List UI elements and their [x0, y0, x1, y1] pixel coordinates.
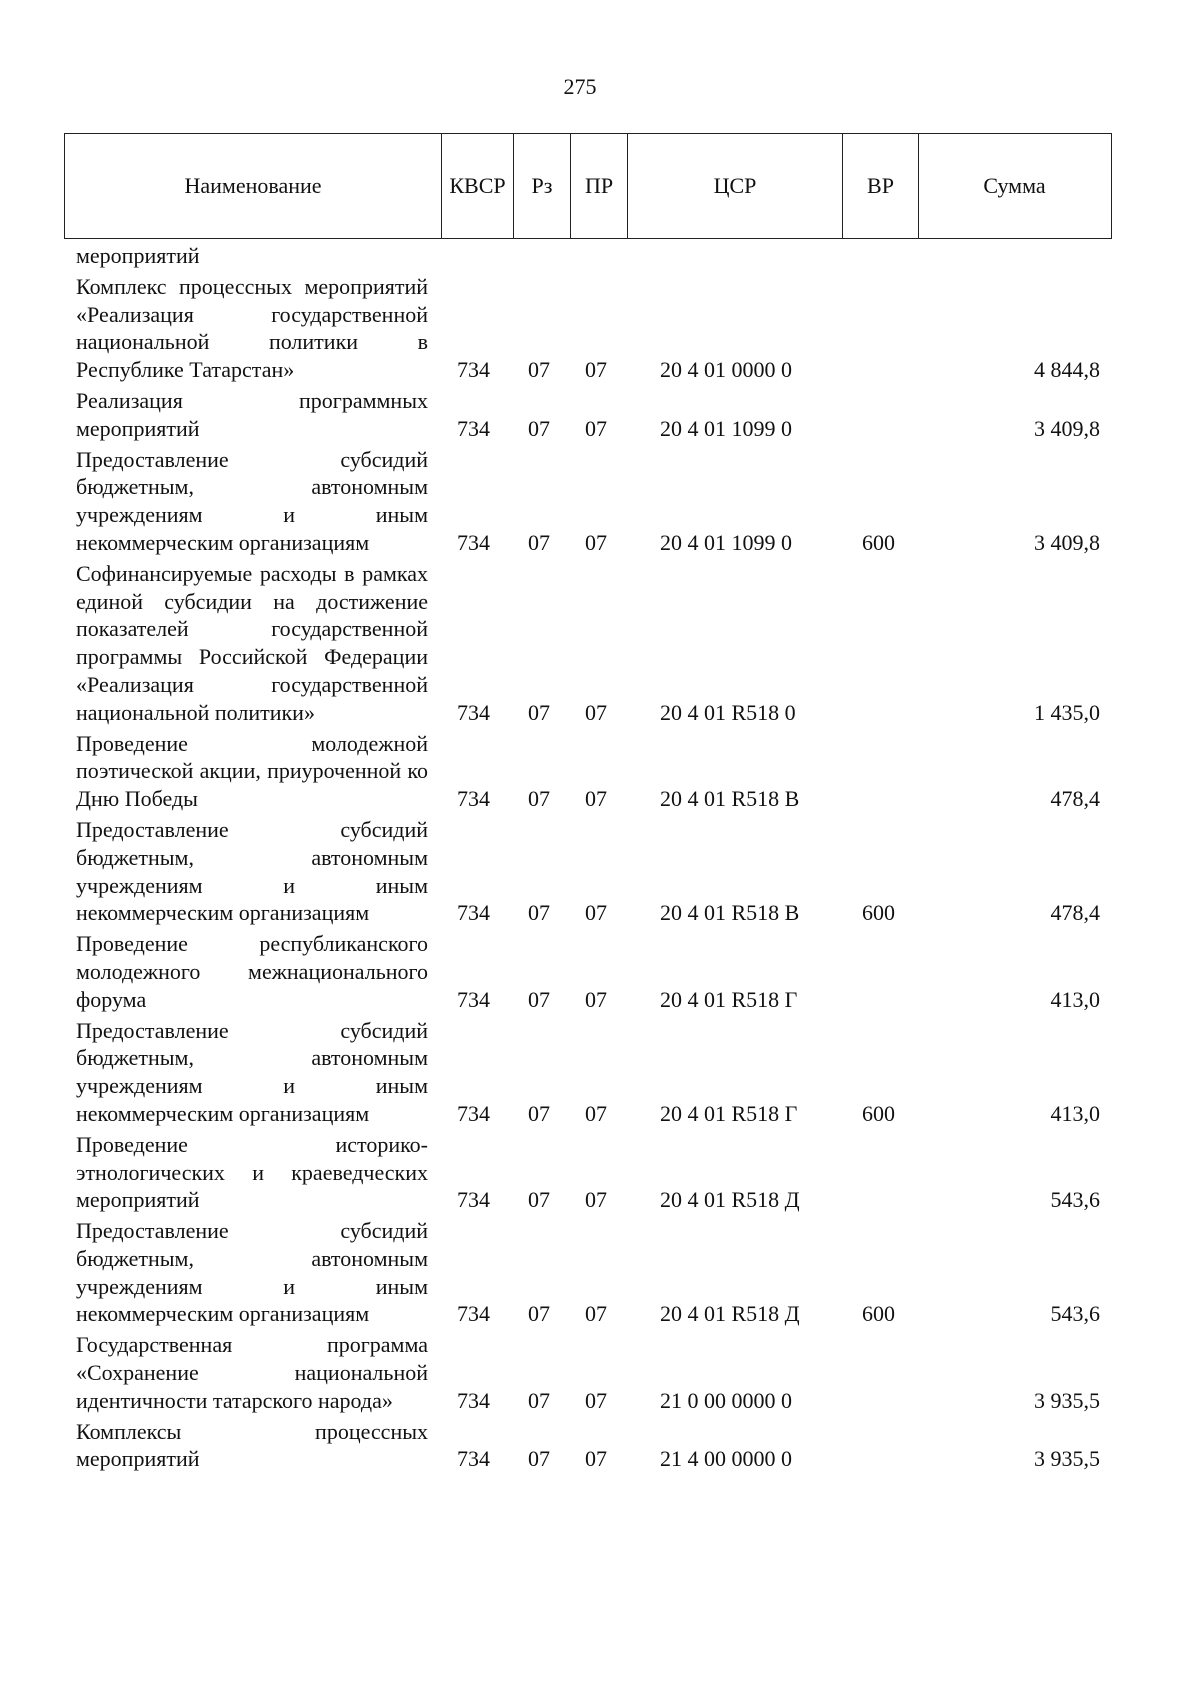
- table-row: [0, 446, 1200, 557]
- row-name: Предоставление субсидий бюджетным, автономным учреждениям и иным некоммерческим организациям: [76, 1218, 428, 1327]
- row-kvsr: 734: [457, 1301, 490, 1327]
- header-csr: ЦСР: [627, 134, 842, 238]
- row-name: Предоставление субсидий бюджетным, автономным учреждениям и иным некоммерческим организациям: [76, 816, 428, 926]
- row-name: Проведение молодежной поэтической акции, приуроченной ко Дню Победы: [76, 730, 428, 812]
- row-sum: 4 844,8: [1034, 357, 1100, 383]
- row-csr: 20 4 01 R518 Г: [660, 986, 798, 1012]
- row-kvsr: 734: [457, 699, 490, 725]
- row-name: Государственная программа «Сохранение национальной идентичности татарского народа»: [76, 1332, 428, 1413]
- row-rz: 07: [528, 900, 550, 926]
- row-csr: 20 4 01 1099 0: [660, 415, 792, 441]
- row-name: Проведение республиканского молодежного межнационального форума: [76, 931, 428, 1012]
- row-name: Комплексы процессных мероприятий: [76, 1418, 428, 1472]
- header-vr: ВР: [842, 134, 918, 238]
- row-rz: 07: [528, 786, 550, 812]
- header-name: Наименование: [184, 173, 322, 198]
- row-kvsr: 734: [457, 1387, 490, 1413]
- row-rz: 07: [528, 529, 550, 555]
- table-body: [0, 242, 1200, 1473]
- row-pr: 07: [585, 357, 607, 383]
- row-sum: 3 409,8: [1034, 415, 1100, 441]
- row-rz: 07: [528, 699, 550, 725]
- row-kvsr: 734: [457, 415, 490, 441]
- row-kvsr: 734: [457, 357, 490, 383]
- table-row: [0, 1418, 1200, 1474]
- row-kvsr: 734: [457, 529, 490, 555]
- table-row: [0, 930, 1200, 1013]
- row-csr: 21 0 00 0000 0: [660, 1387, 792, 1413]
- row-pr: 07: [585, 1387, 607, 1413]
- row-rz: 07: [528, 1187, 550, 1213]
- row-pr: 07: [585, 415, 607, 441]
- header-sum: Сумма: [918, 134, 1110, 238]
- row-name: Предоставление субсидий бюджетным, автономным учреждениям и иным некоммерческим организациям: [76, 1017, 428, 1126]
- row-kvsr: 734: [457, 1187, 490, 1213]
- table-row: [0, 1017, 1200, 1128]
- table-header: [64, 133, 1112, 239]
- header-pr: ПР: [570, 134, 627, 238]
- row-rz: 07: [528, 415, 550, 441]
- row-sum: 478,4: [1050, 900, 1100, 926]
- row-sum: 543,6: [1050, 1187, 1100, 1213]
- row-sum: 3 409,8: [1034, 529, 1100, 555]
- row-csr: 20 4 01 R518 В: [660, 786, 800, 812]
- row-pr: 07: [585, 1100, 607, 1126]
- row-kvsr: 734: [457, 900, 490, 926]
- table-row: [0, 560, 1200, 727]
- row-name: Комплекс процессных мероприятий «Реализация государственной национальной политики в Республике Татарстан»: [76, 273, 428, 383]
- table-row: [0, 242, 1200, 270]
- row-kvsr: 734: [457, 986, 490, 1012]
- row-kvsr: 734: [457, 1100, 490, 1126]
- row-name: Реализация программных мероприятий: [76, 387, 428, 441]
- row-csr: 20 4 01 R518 В: [660, 900, 800, 926]
- row-pr: 07: [585, 699, 607, 725]
- table-row: [0, 1131, 1200, 1214]
- row-name: мероприятий: [76, 243, 200, 268]
- row-csr: 20 4 01 1099 0: [660, 529, 792, 555]
- row-sum: 413,0: [1050, 1100, 1100, 1126]
- row-name: Софинансируемые расходы в рамках единой субсидии на достижение показателей государственной программы Российской Федерации «Реализация государственной национальной политики»: [76, 560, 428, 725]
- row-rz: 07: [528, 1446, 550, 1472]
- row-pr: 07: [585, 1301, 607, 1327]
- table-row: [0, 1217, 1200, 1328]
- row-kvsr: 734: [457, 786, 490, 812]
- row-kvsr: 734: [457, 1446, 490, 1472]
- row-pr: 07: [585, 1446, 607, 1472]
- table-row: [0, 730, 1200, 813]
- row-name: Проведение историко-этнологических и краеведческих мероприятий: [76, 1131, 428, 1213]
- page-number: 275: [563, 74, 597, 99]
- row-pr: 07: [585, 1187, 607, 1213]
- row-csr: 20 4 01 R518 Г: [660, 1100, 798, 1126]
- row-sum: 3 935,5: [1034, 1446, 1100, 1472]
- table-row: [0, 816, 1200, 927]
- row-pr: 07: [585, 900, 607, 926]
- row-csr: 20 4 01 0000 0: [660, 357, 792, 383]
- table-row: [0, 1331, 1200, 1414]
- row-pr: 07: [585, 986, 607, 1012]
- row-vr: 600: [862, 1301, 895, 1327]
- row-vr: 600: [862, 900, 895, 926]
- row-sum: 3 935,5: [1034, 1387, 1100, 1413]
- row-csr: 21 4 00 0000 0: [660, 1446, 792, 1472]
- table-row: [0, 387, 1200, 443]
- row-pr: 07: [585, 529, 607, 555]
- row-csr: 20 4 01 R518 0: [660, 699, 796, 725]
- row-pr: 07: [585, 786, 607, 812]
- row-rz: 07: [528, 357, 550, 383]
- row-csr: 20 4 01 R518 Д: [660, 1301, 800, 1327]
- header-rz: Рз: [513, 134, 570, 238]
- row-name: Предоставление субсидий бюджетным, автономным учреждениям и иным некоммерческим организациям: [76, 446, 428, 555]
- row-rz: 07: [528, 986, 550, 1012]
- row-rz: 07: [528, 1100, 550, 1126]
- row-sum: 478,4: [1050, 786, 1100, 812]
- table-row: [0, 273, 1200, 384]
- row-sum: 543,6: [1050, 1301, 1100, 1327]
- row-rz: 07: [528, 1387, 550, 1413]
- row-rz: 07: [528, 1301, 550, 1327]
- row-sum: 1 435,0: [1034, 699, 1100, 725]
- row-sum: 413,0: [1050, 986, 1100, 1012]
- row-vr: 600: [862, 529, 895, 555]
- header-kvsr: КВСР: [441, 134, 513, 238]
- row-csr: 20 4 01 R518 Д: [660, 1187, 800, 1213]
- row-vr: 600: [862, 1100, 895, 1126]
